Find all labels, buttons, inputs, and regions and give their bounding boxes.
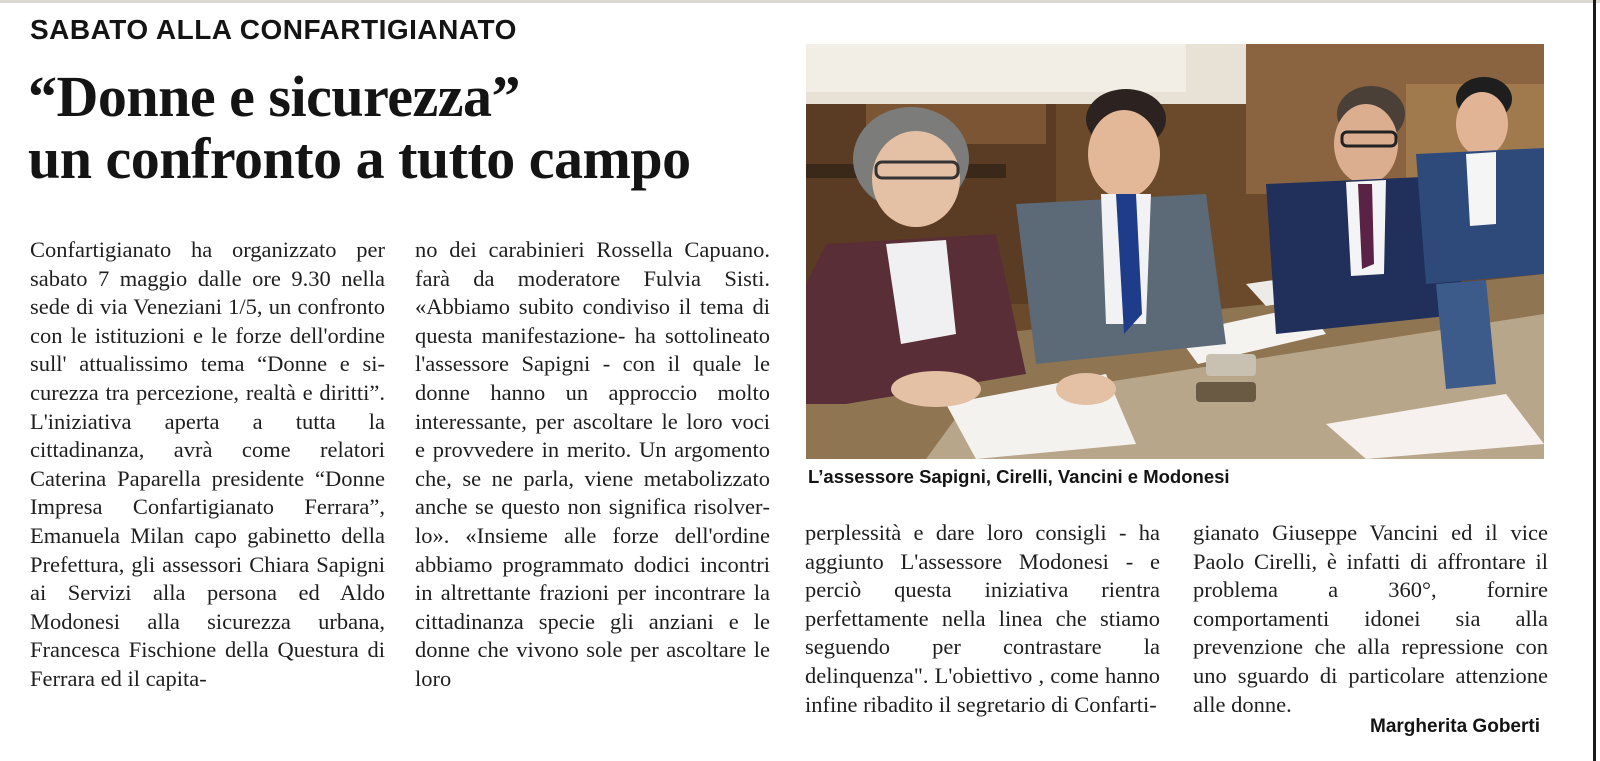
body-column-2: no dei carabinieri Rossella Capuano. farà da moderatore Fulvia Sisti. «Abbiamo subito condiviso il tema di questa manifestazione- ha sottolineato l'assessore Sapigni - con il quale le donne hanno un approccio molto interessante, per ascoltare le loro voci e provvedere in merito. Un argomento che, se ne parla, viene metabolizzato anche se questo non significa risolverlo». «Insieme alle forze dell'ordine abbiamo programmato dodici incontri in altrettante frazioni per incontrare la cittadinanza specie gli anziani e le donne che vivono sole per ascoltare le loro: [415, 237, 770, 691]
body-column-4: gianato Giuseppe Vancini ed il vice Paolo Cirelli, è infatti di affrontare il problema a 360°, fornire comportamenti idonei sia alla prevenzione che alla repressione con uno sguardo di particolare attenzione alle donne.: [1193, 520, 1548, 717]
page-edge-rule: [1593, 0, 1596, 761]
article-headline: [28, 66, 798, 190]
body-column-1: Confartigianato ha organizzato per sabato 7 maggio dalle ore 9.30 nella sede di via Veneziani 1/5, un confronto con le istituzioni e le forze dell'ordine sull' attualissimo tema “Donne e sicurezza tra percezione, realtà e diritti”. L'iniziativa aperta a tutta la cittadinanza, avrà come relatori Caterina Paparella presidente “Donne Impresa Confartigianato Ferrara”, Emanuela Milan capo gabinetto della Prefettura, gli assessori Chiara Sapigni ai Servizi alla persona ed Aldo Modonesi alla sicurezza urbana, Francesca Fischione della Questura di Ferrara ed il capita-: [30, 237, 385, 691]
article-kicker: SABATO ALLA CONFARTIGIANATO: [30, 14, 517, 45]
headline-line-1: “Donne e sicurezza”: [28, 64, 520, 129]
photo-caption: L’assessore Sapigni, Cirelli, Vancini e Modonesi: [808, 466, 1230, 487]
author-signature: Margherita Goberti: [1370, 716, 1540, 737]
body-column-3: perplessità e dare loro consigli - ha aggiunto L'assessore Modonesi - e perciò questa iniziativa rientra perfettamente nella linea che stiamo seguendo per contrastare la delinquenza". L'obiettivo , come hanno infine ribadito il segretario di Confarti-: [805, 520, 1160, 717]
headline-line-2: un confronto a tutto campo: [28, 126, 691, 191]
article-photo: [806, 44, 1544, 459]
top-rule: [0, 0, 1600, 3]
